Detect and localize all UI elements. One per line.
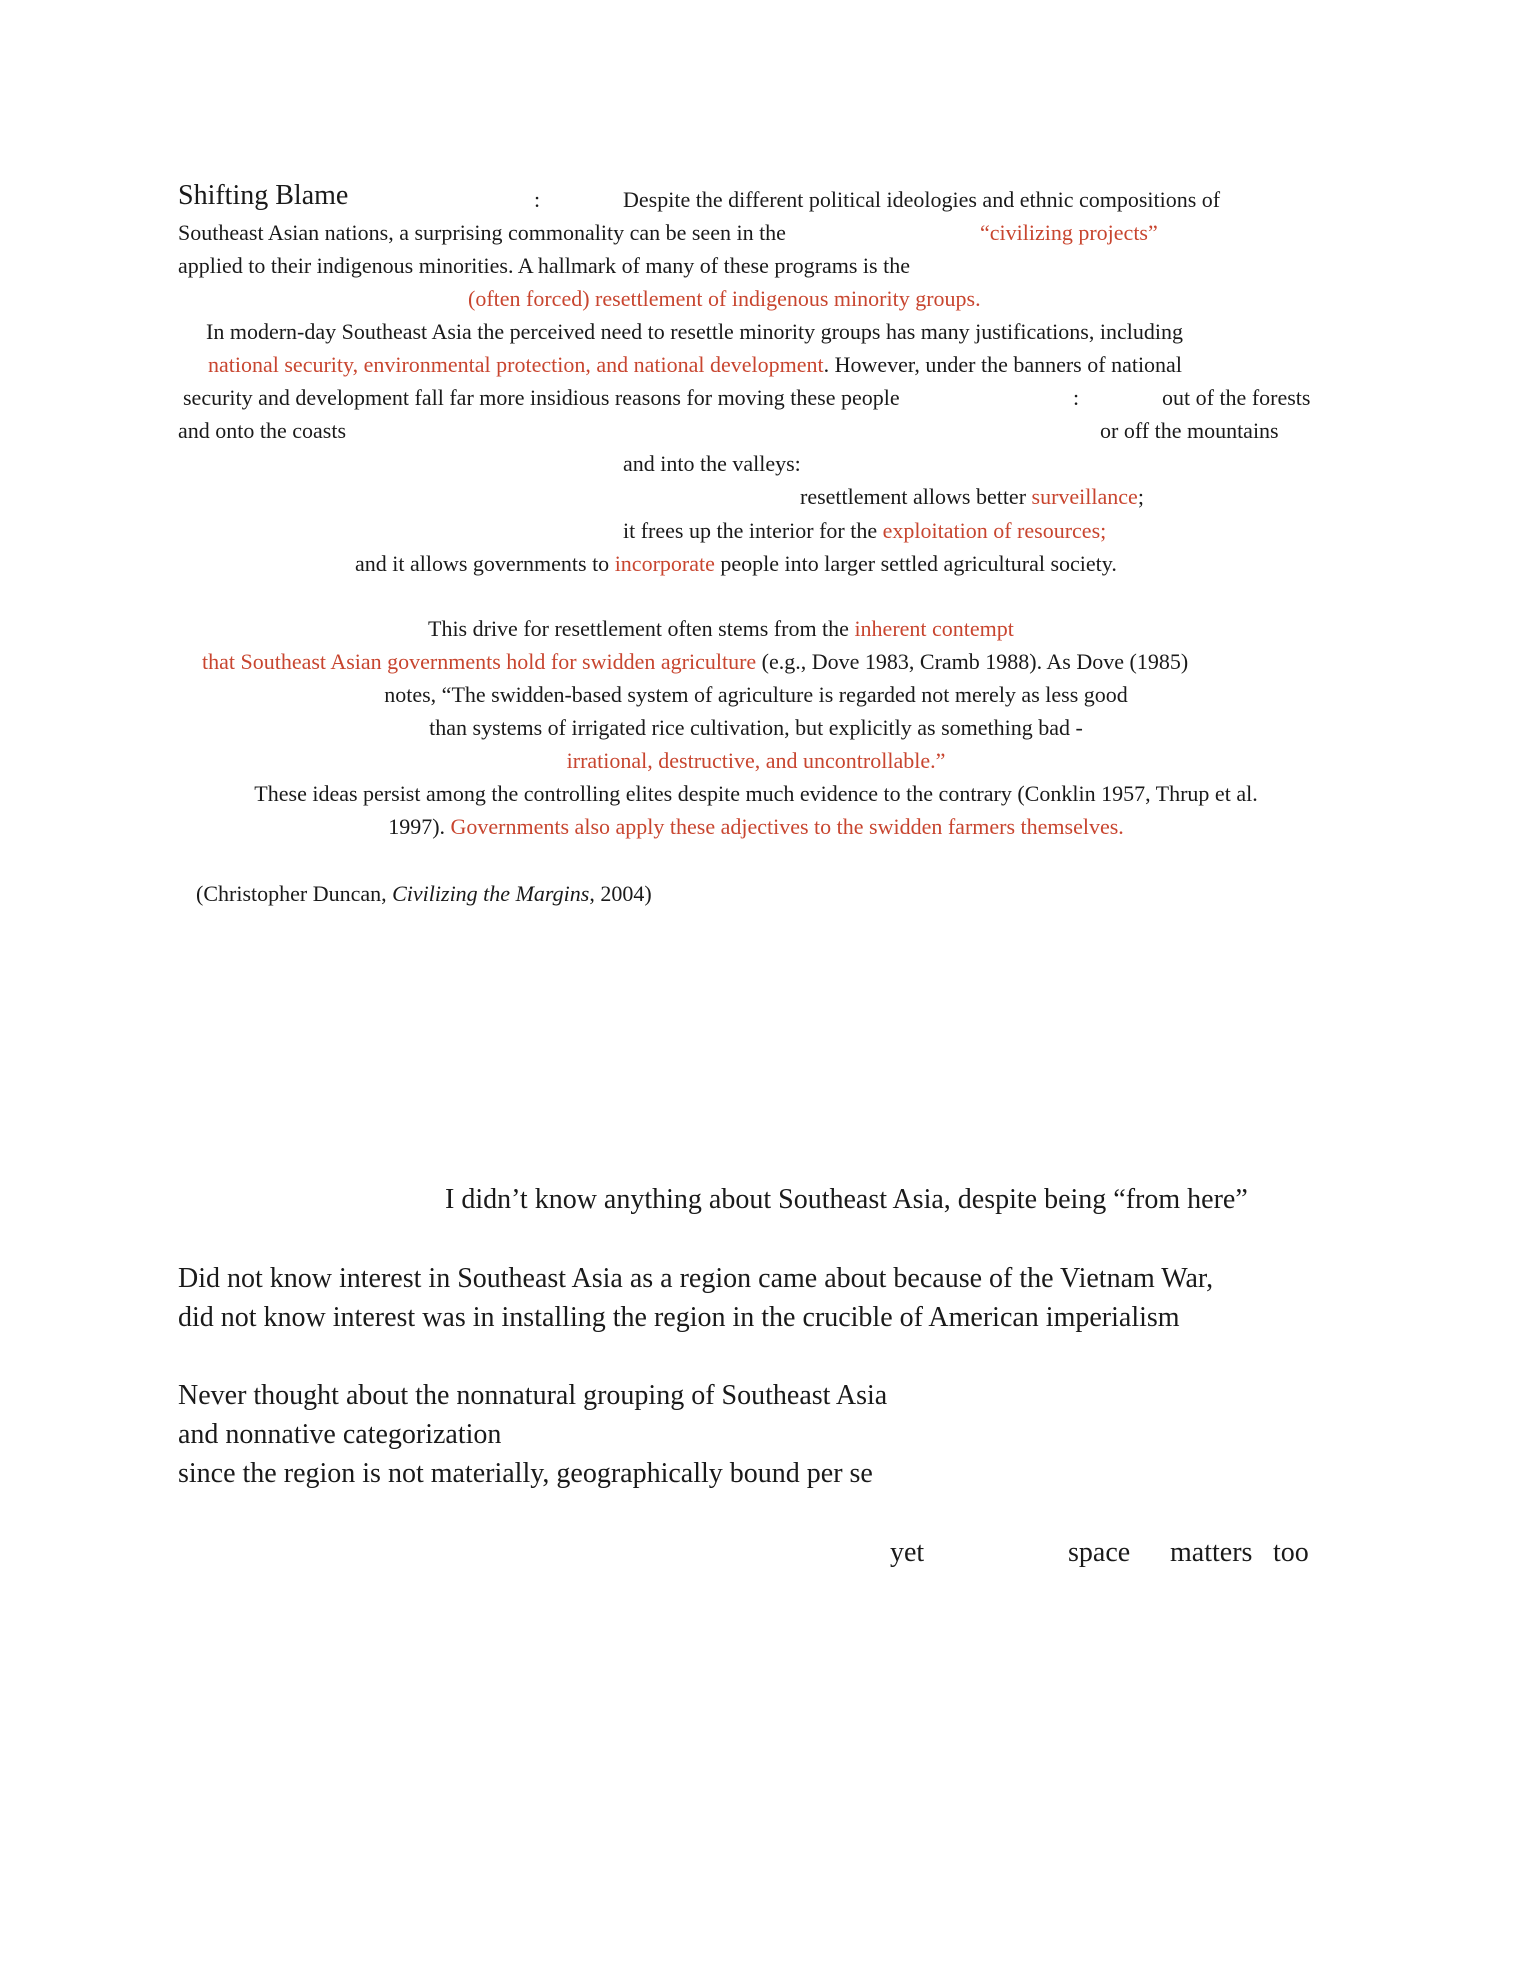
highlight-incorporate: incorporate: [614, 551, 715, 576]
excerpt-into-valleys: and into the valleys:: [623, 451, 801, 476]
line-14-rest: (e.g., Dove 1983, Cramb 1988). As Dove (1985): [756, 649, 1189, 674]
line-11-text: it frees up the interior for the: [623, 518, 883, 543]
excerpt-line-12: [355, 551, 1117, 577]
excerpt-line-13: [428, 616, 1014, 642]
word-yet: yet: [890, 1537, 925, 1568]
reflection-line-5: and nonnative categorization: [178, 1419, 502, 1450]
excerpt-line-5: In modern-day Southeast Asia the perceived need to resettle minority groups has many justifications, including: [206, 319, 1183, 344]
word-matters: matters: [1170, 1537, 1253, 1568]
line-10-semicolon: ;: [1137, 484, 1144, 509]
excerpt-line-19: [388, 814, 1124, 840]
highlight-resettlement: (often forced) resettlement of indigenous minority groups.: [468, 286, 981, 311]
reflection-line-3: did not know interest was in installing the region in the crucible of American imperialism: [178, 1302, 1180, 1333]
excerpt-line-11: [623, 518, 1106, 544]
excerpt-line-18: These ideas persist among the controlling elites despite much evidence to the contrary (Conklin 1957, Thrup et al.: [254, 781, 1258, 806]
word-too: too: [1273, 1537, 1309, 1568]
line-13-text: This drive for resettlement often stems from the: [428, 616, 855, 641]
closing-quote: ”: [935, 748, 946, 773]
highlight-governments-adjectives: Governments also apply these adjectives to the swidden farmers themselves.: [450, 814, 1124, 839]
reflection-line-2: Did not know interest in Southeast Asia as a region came about because of the Vietnam War,: [178, 1263, 1214, 1294]
highlight-justifications: national security, environmental protection, and national development: [208, 352, 824, 377]
highlight-irrational: irrational, destructive, and uncontrollable.: [566, 748, 936, 773]
title-colon: :: [534, 187, 541, 212]
line-19-text: 1997).: [388, 814, 451, 839]
excerpt-line-2: Southeast Asian nations, a surprising commonality can be seen in the: [178, 220, 786, 245]
word-space: space: [1068, 1537, 1131, 1568]
reflection-line-4: Never thought about the nonnatural grouping of Southeast Asia: [178, 1380, 888, 1411]
excerpt-line-16: than systems of irrigated rice cultivation, but explicitly as something bad -: [429, 715, 1083, 740]
citation-year: , 2004): [589, 881, 652, 906]
line-12-text: and it allows governments to: [355, 551, 615, 576]
reflection-line-6: since the region is not materially, geographically bound per se: [178, 1458, 873, 1489]
citation-book-title: Civilizing the Margins: [392, 881, 590, 906]
citation-author: (Christopher Duncan,: [196, 881, 393, 906]
line-12-rest: people into larger settled agricultural society.: [714, 551, 1117, 576]
excerpt-line-14: [202, 649, 1188, 675]
excerpt-line-6-rest: . However, under the banners of national: [823, 352, 1182, 377]
excerpt-line-15: notes, “The swidden-based system of agriculture is regarded not merely as less good: [384, 682, 1128, 707]
excerpt-onto-coasts: and onto the coasts: [178, 418, 347, 443]
excerpt-line-10: [800, 484, 1144, 510]
line-10-text: resettlement allows better: [800, 484, 1032, 509]
highlight-exploitation: exploitation of resources;: [882, 518, 1107, 543]
reflection-line-1: I didn’t know anything about Southeast Asia, despite being “from here”: [445, 1184, 1248, 1215]
line-7-colon: :: [1073, 385, 1080, 410]
highlight-swidden-agriculture: that Southeast Asian governments hold for swidden agriculture: [202, 649, 757, 674]
citation: [196, 881, 652, 907]
highlight-civilizing-projects: “civilizing projects”: [980, 220, 1158, 245]
excerpt-line-7: security and development fall far more insidious reasons for moving these people: [183, 385, 900, 410]
excerpt-line-1: Despite the different political ideologies and ethnic compositions of: [623, 187, 1221, 212]
highlight-inherent-contempt: inherent contempt: [854, 616, 1014, 641]
excerpt-out-of-forests: out of the forests: [1162, 385, 1311, 410]
highlight-surveillance: surveillance: [1031, 484, 1138, 509]
excerpt-line-17: [567, 748, 946, 774]
excerpt-title: Shifting Blame: [178, 180, 349, 211]
excerpt-line-3: applied to their indigenous minorities. A hallmark of many of these programs is the: [178, 253, 910, 278]
excerpt-line-6: [208, 352, 1182, 378]
excerpt-off-mountains: or off the mountains: [1100, 418, 1279, 443]
